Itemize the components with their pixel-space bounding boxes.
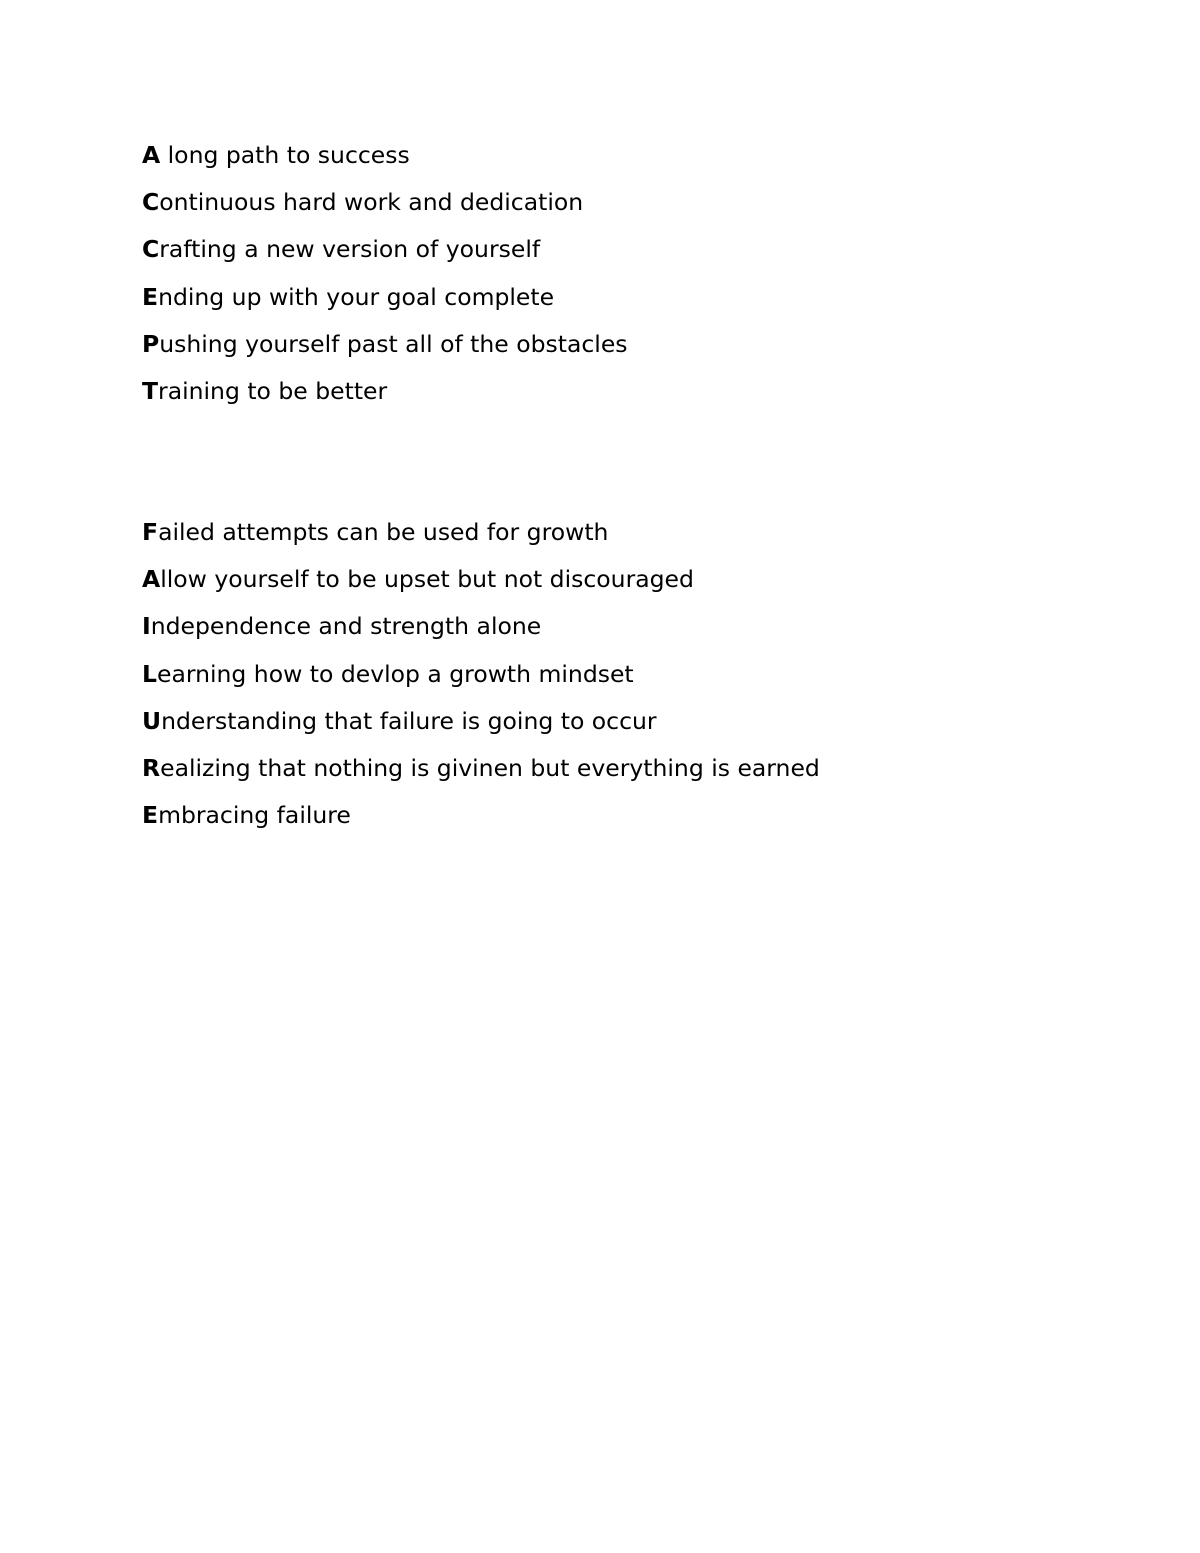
acrostic-poem-failure: [142, 516, 1142, 846]
line-initial: L: [142, 659, 157, 688]
line-initial: E: [142, 801, 159, 830]
line-initial: C: [142, 235, 160, 264]
line-text: nding up with your goal complete: [158, 282, 555, 311]
line-text: mbracing failure: [158, 801, 351, 830]
line-initial: R: [142, 753, 161, 782]
acrostic-poem-accept: [142, 139, 1142, 422]
line-text: raining to be better: [158, 376, 388, 405]
poem-line: [142, 139, 1142, 186]
line-text: ealizing that nothing is givinen but everything is earned: [160, 753, 820, 782]
line-text: ailed attempts can be used for growth: [158, 518, 609, 546]
line-initial: T: [142, 376, 159, 405]
poem-line: [142, 658, 1142, 705]
poem-line: [142, 610, 1142, 657]
poem-line: [142, 799, 1142, 846]
line-text: ushing yourself past all of the obstacles: [159, 329, 628, 358]
poem-line: [142, 233, 1142, 280]
line-text: ndependence and strength alone: [150, 612, 542, 641]
poem-line: [142, 705, 1142, 752]
line-initial: E: [142, 282, 159, 311]
line-initial: U: [142, 706, 162, 735]
line-text: llow yourself to be upset but not discouraged: [160, 565, 694, 594]
poem-line: [142, 186, 1142, 233]
poem-line: [142, 516, 1142, 563]
line-text: long path to success: [160, 141, 410, 169]
line-text: earning how to devlop a growth mindset: [156, 659, 634, 688]
line-initial: I: [142, 612, 151, 641]
line-initial: P: [142, 329, 160, 358]
line-text: ontinuous hard work and dedication: [159, 188, 584, 217]
line-initial: A: [142, 565, 161, 594]
poem-line: [142, 752, 1142, 799]
poem-line: [142, 375, 1142, 422]
line-initial: A: [142, 141, 161, 169]
poem-line: [142, 281, 1142, 328]
line-initial: C: [142, 188, 160, 217]
line-text: rafting a new version of yourself: [159, 235, 541, 264]
poem-line: [142, 563, 1142, 610]
line-initial: F: [142, 518, 159, 546]
poem-line: [142, 328, 1142, 375]
line-text: nderstanding that failure is going to occur: [161, 706, 657, 735]
